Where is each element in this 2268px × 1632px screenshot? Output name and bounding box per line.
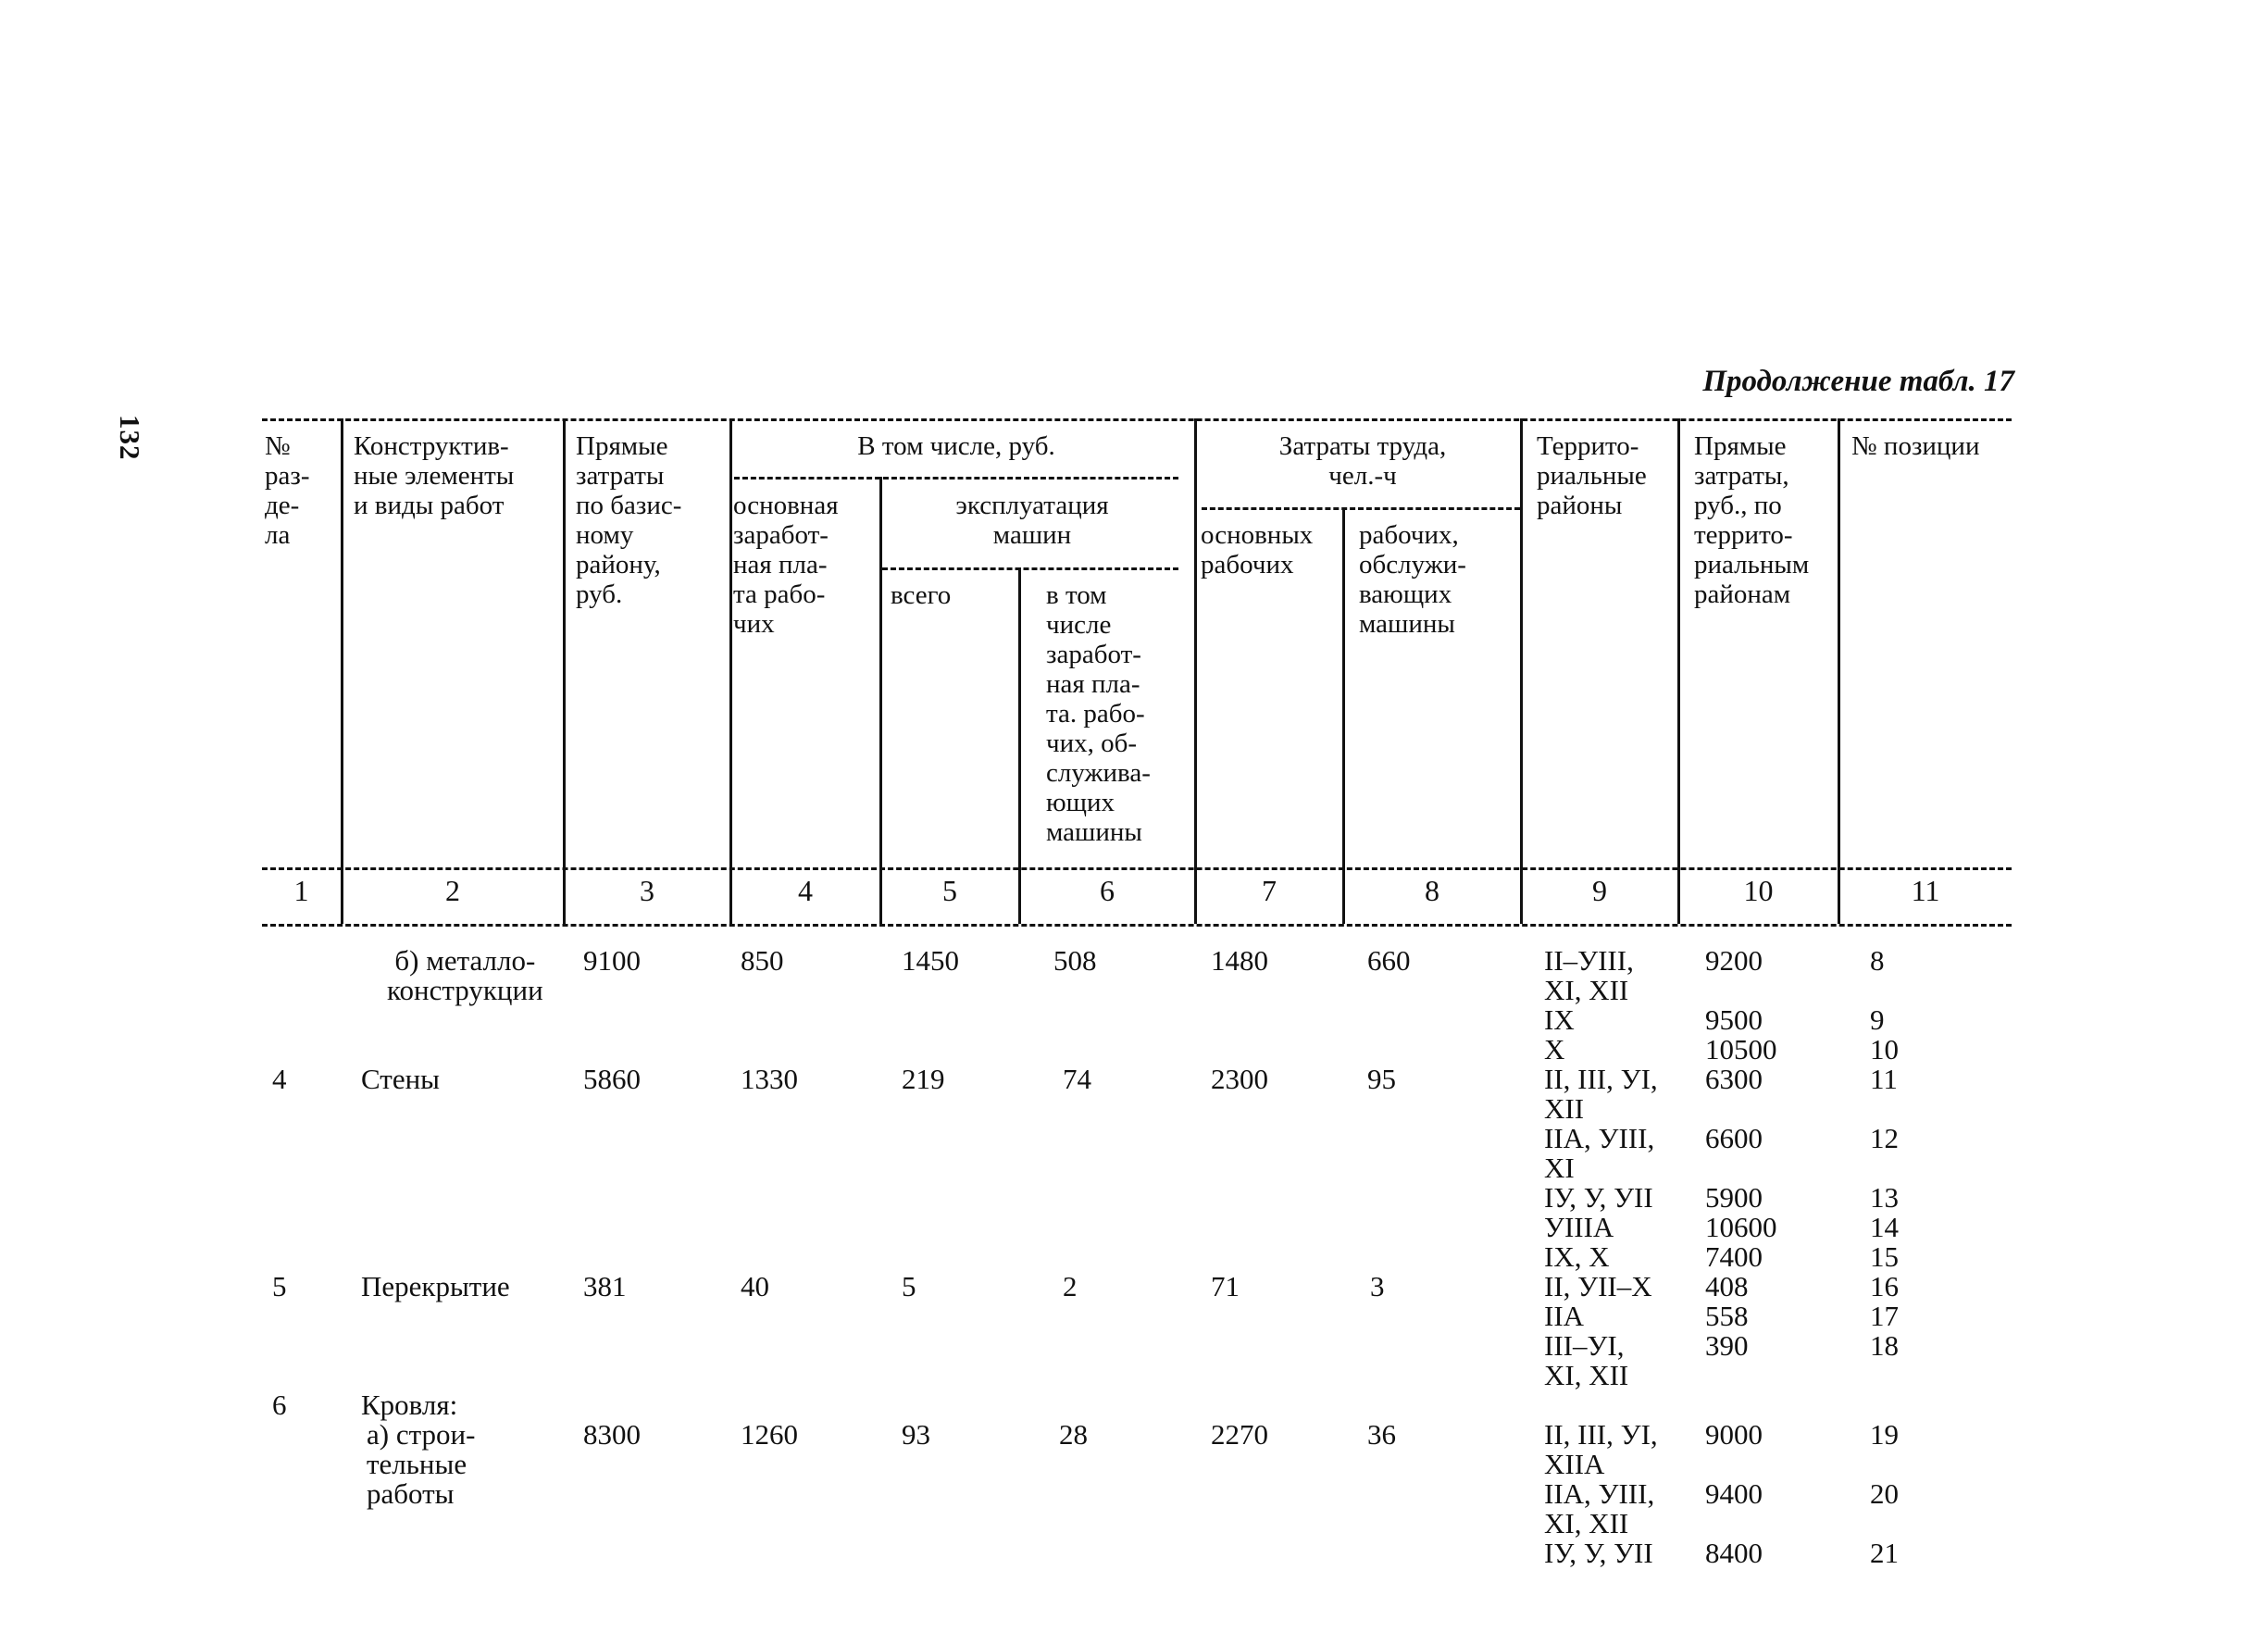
vrule-7 [1342, 507, 1345, 924]
header-territorial-regions: Террито- риальные районы [1537, 431, 1647, 520]
vrule-5 [1018, 567, 1021, 924]
cell-element: Стены [361, 1063, 440, 1095]
cell-element: а) строи- тельные работы [367, 1418, 476, 1510]
cell-direct-cost: 8300 [583, 1418, 641, 1451]
cell-regional-cost: 9200 9500 10500 [1705, 944, 1777, 1065]
cell-main-labor: 1480 [1211, 944, 1268, 977]
col-number: 4 [798, 874, 813, 907]
col-number: 3 [640, 874, 654, 907]
cell-base-wage: 40 [741, 1270, 769, 1302]
cell-position: 16 17 18 [1870, 1270, 1899, 1362]
cell-base-wage: 1330 [741, 1063, 798, 1095]
cell-machine-wage: 74 [1063, 1063, 1091, 1095]
cell-machine-wage: 2 [1063, 1270, 1078, 1302]
cell-machine-total: 93 [902, 1418, 930, 1451]
vrule-8 [1520, 418, 1523, 924]
rule-group-incl [734, 477, 1178, 480]
col-number: 1 [293, 874, 309, 907]
rule-group-machines [882, 567, 1178, 570]
cell-direct-cost: 5860 [583, 1063, 641, 1095]
cell-regions: II, III, УI, XII IIA, УIII, XI IУ, У, УII УIIIA IX, X [1544, 1063, 1658, 1273]
cell-regional-cost: 9000 9400 8400 [1705, 1418, 1763, 1569]
cell-position: 8 9 10 [1870, 944, 1899, 1065]
vrule-9 [1677, 418, 1680, 924]
rule-header-bottom [262, 867, 2012, 870]
cell-section-no: 5 [272, 1270, 287, 1302]
vrule-2 [563, 418, 566, 924]
header-main-workers: основных рабочих [1201, 520, 1314, 579]
cell-section-no: 4 [272, 1063, 287, 1095]
cell-direct-cost: 381 [583, 1270, 627, 1302]
cell-position: 11 12 13 14 15 [1870, 1063, 1899, 1273]
col-number: 8 [1425, 874, 1439, 907]
header-machine-total: всего [891, 580, 952, 610]
col-number: 6 [1100, 874, 1115, 907]
rule-numbers-bottom [262, 924, 2012, 927]
cell-element: Кровля: [361, 1389, 458, 1421]
cell-main-labor: 2270 [1211, 1418, 1268, 1451]
cell-machine-total: 5 [902, 1270, 916, 1302]
cell-regional-cost: 408 558 390 [1705, 1270, 1749, 1362]
cell-main-labor: 71 [1211, 1270, 1240, 1302]
cell-base-wage: 850 [741, 944, 784, 977]
cell-regions: II, УII–X IIA III–УI, XI, XII [1544, 1270, 1652, 1391]
page-number: 132 [114, 415, 146, 461]
header-machine-workers: рабочих, обслужи- вающих машины [1359, 520, 1466, 639]
cell-section-no: 6 [272, 1389, 287, 1421]
col-number: 7 [1262, 874, 1277, 907]
cell-base-wage: 1260 [741, 1418, 798, 1451]
cell-direct-cost: 9100 [583, 944, 641, 977]
cell-machine-wage: 28 [1059, 1418, 1088, 1451]
header-labor-costs: Затраты труда, чел.-ч [1278, 431, 1447, 491]
cell-machine-wage: 508 [1053, 944, 1097, 977]
header-regional-costs: Прямые затраты, руб., по террито- риальным районам [1694, 431, 1810, 609]
cell-position: 19 20 21 [1870, 1418, 1899, 1569]
cell-machine-labor: 36 [1367, 1418, 1396, 1451]
vrule-10 [1838, 418, 1840, 924]
col-number: 10 [1743, 874, 1774, 907]
cell-machine-labor: 660 [1367, 944, 1411, 977]
vrule-3 [729, 418, 732, 924]
header-section-no: № раз- де- ла [265, 431, 310, 550]
vrule-4 [879, 477, 882, 924]
col-number: 5 [942, 874, 957, 907]
rule-top [262, 418, 2012, 421]
cell-element: Перекрытие [361, 1270, 510, 1302]
header-direct-costs: Прямые затраты по базис- ному району, руб. [576, 431, 682, 609]
vrule-1 [341, 418, 343, 924]
header-base-wage: основная заработ- ная пла- та рабо- чих [733, 491, 839, 639]
continuation-label: Продолжение табл. 17 [1702, 365, 2014, 398]
col-number: 2 [445, 874, 460, 907]
header-position-no: № позиции [1851, 431, 1980, 461]
header-including: В том числе, руб. [857, 431, 1055, 461]
vrule-6 [1194, 418, 1197, 924]
cell-main-labor: 2300 [1211, 1063, 1268, 1095]
cell-machine-labor: 95 [1367, 1063, 1396, 1095]
cell-regions: II–УIII, XI, XII IX X [1544, 944, 1634, 1065]
cell-machine-total: 219 [902, 1063, 945, 1095]
cell-machine-labor: 3 [1370, 1270, 1385, 1302]
header-machine-operation: эксплуатация машин [955, 491, 1109, 550]
header-elements: Конструктив- ные элементы и виды работ [354, 431, 515, 520]
cell-element: б) металло- конструкции [387, 944, 543, 1006]
cell-regional-cost: 6300 6600 5900 10600 7400 [1705, 1063, 1777, 1273]
cell-machine-total: 1450 [902, 944, 959, 977]
rule-group-labor [1202, 507, 1520, 510]
cell-regions: II, III, УI, XIIA IIA, УIII, XI, XII IУ, У, УII [1544, 1418, 1658, 1569]
col-number: 11 [1911, 874, 1940, 907]
header-machine-wage: в том числе заработ- ная пла- та. рабо- чих, об- служива- ющих машины [1046, 580, 1151, 847]
col-number: 9 [1592, 874, 1607, 907]
